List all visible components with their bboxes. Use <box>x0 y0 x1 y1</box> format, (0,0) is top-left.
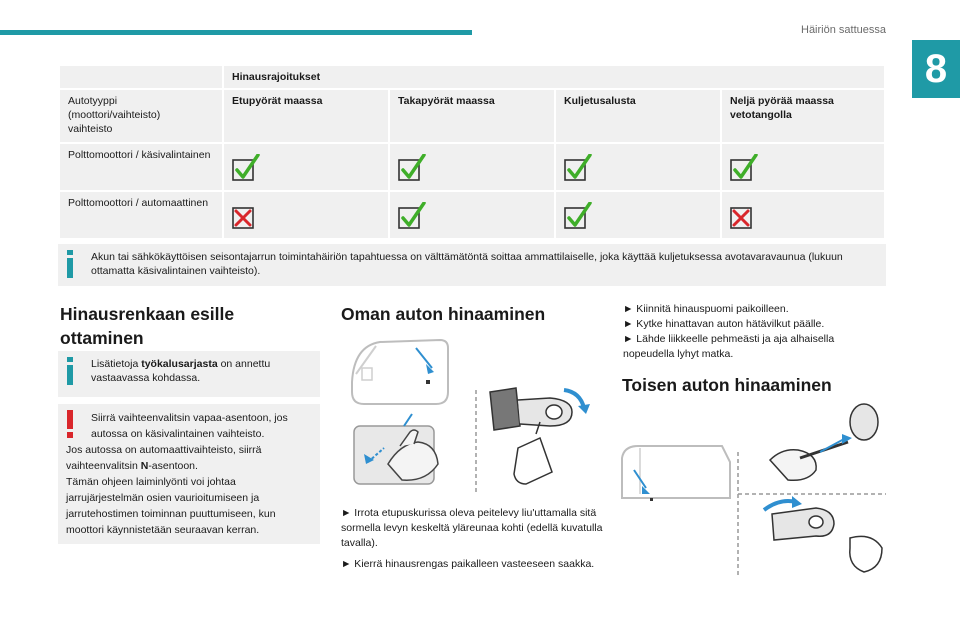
check-mark-icon <box>730 154 760 186</box>
table-row <box>59 191 885 239</box>
warning-note <box>58 404 320 544</box>
warning-line: Tämän ohjeen laiminlyönti voi johtaa jarrujärjestelmän osien vaurioitumiseen ja jarrutehostimen toiminnan puuttumiseen, kun moottori käynnistetään seuraavan kerran. <box>66 476 276 536</box>
table-row-header <box>59 89 223 143</box>
own-step-2: ► Kierrä hinausrengas paikalleen vasteeseen saakka. <box>341 558 595 570</box>
table-cell <box>721 143 885 191</box>
table-cell <box>555 191 721 239</box>
text-bold: N <box>140 460 149 472</box>
info-icon <box>64 250 76 278</box>
row-header-sub2: vaihteisto <box>68 123 113 135</box>
table-cell <box>721 191 885 239</box>
text-fragment: on annettu vastaavassa kohdassa. <box>91 358 271 384</box>
check-mark-icon <box>232 154 262 186</box>
check-mark-icon <box>398 202 428 234</box>
other-step-2: ► Kytke hinattavan auton hätävilkut päälle. <box>623 318 825 330</box>
header-accent-bar <box>0 30 472 35</box>
section-title: Häiriön sattuessa <box>801 24 886 36</box>
text-fragment: Jos autossa on automaattivaihteisto, siirrä vaihteenvalitsin <box>66 444 262 472</box>
warning-line <box>66 442 316 474</box>
cross-mark-icon <box>730 202 760 234</box>
row-header-title: Autotyyppi <box>68 95 118 107</box>
info-note-text: Akun tai sähkökäyttöisen seisontajarrun toimintahäiriön tapahtuessa on välttämätöntä soittaa ammattilaiselle, joka käyttää kuljetuksessa avotavaravaunua (lukuun ottamatta käsivalintainen vaihteisto). <box>91 251 843 277</box>
heading-towing-own-vehicle: Oman auton hinaaminen <box>341 304 546 324</box>
text-fragment: Lisätietoja <box>91 358 142 370</box>
text-bold: työkalusarjasta <box>141 358 218 370</box>
table-cell <box>389 191 555 239</box>
warning-line: Siirrä vaihteenvalitsin vapaa-asentoon, jos autossa on käsivalintainen vaihteisto. <box>91 412 288 440</box>
check-mark-icon <box>564 154 594 186</box>
other-step-3: ► Lähde liikkeelle pehmeästi ja aja alhaisella nopeudella lyhyt matka. <box>623 333 835 360</box>
row-header-sub: (moottori/vaihteisto) <box>68 109 161 121</box>
info-note-tools-text <box>91 357 313 385</box>
check-mark-icon <box>564 202 594 234</box>
table-cell <box>389 143 555 191</box>
info-note-tools <box>58 351 320 397</box>
table-cell <box>223 191 389 239</box>
table-row <box>59 143 885 191</box>
other-step-1: ► Kiinnitä hinauspuomi paikoilleen. <box>623 303 789 315</box>
cross-mark-icon <box>232 202 262 234</box>
text-fragment: -asentoon. <box>148 460 198 472</box>
column-header: Takapyörät maassa <box>389 89 555 143</box>
check-mark-icon <box>398 154 428 186</box>
column-header: Kuljetusalusta <box>555 89 721 143</box>
towing-ring-installation-illustration <box>340 334 600 500</box>
table-cell <box>223 143 389 191</box>
table-corner-cell <box>59 65 223 89</box>
chapter-tab: 8 <box>912 40 960 98</box>
info-note <box>58 244 886 286</box>
table-cell <box>555 143 721 191</box>
heading-spare-tow-ring: Hinausrenkaan esille ottaminen <box>60 304 235 348</box>
row-label: Polttomoottori / käsivalintainen <box>59 143 223 191</box>
column-header: Neljä pyörää maassa vetotangolla <box>721 89 885 143</box>
info-icon <box>64 357 76 385</box>
own-step-1: ► Irrota etupuskurissa oleva peitelevy liu'uttamalla sitä sormella levyn keskeltä yläreunaa kohti (edellä kuvatulla tavalla). <box>341 507 603 549</box>
column-header: Etupyörät maassa <box>223 89 389 143</box>
row-label: Polttomoottori / automaattinen <box>59 191 223 239</box>
warning-note-text <box>66 410 316 538</box>
towing-restrictions-table <box>58 64 886 240</box>
heading-towing-other-vehicle: Toisen auton hinaaminen <box>622 375 832 395</box>
towing-other-vehicle-illustration <box>620 398 886 580</box>
table-group-header: Hinausrajoitukset <box>223 65 885 89</box>
